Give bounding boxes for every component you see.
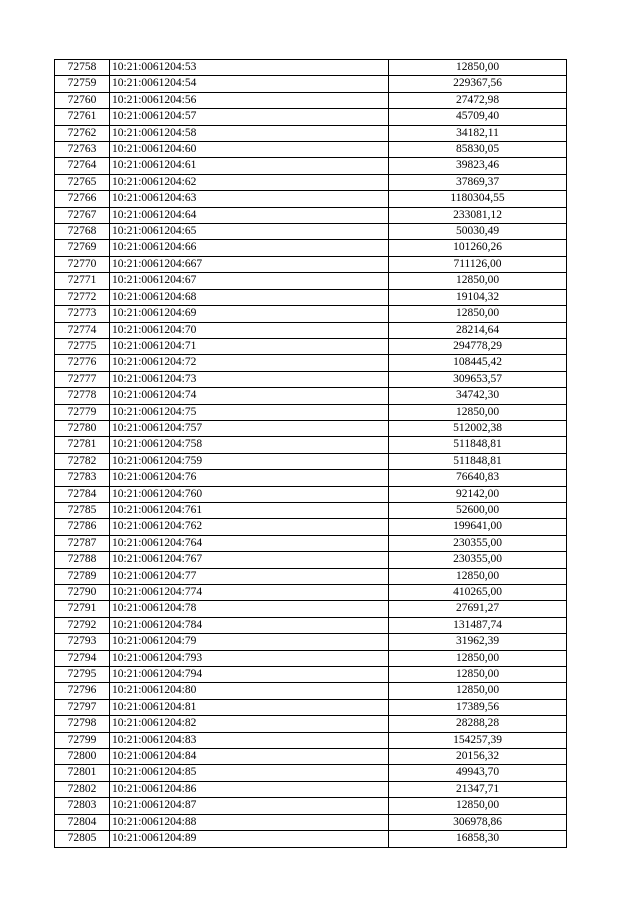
row-number-cell: 72786 xyxy=(55,519,110,535)
row-number-cell: 72795 xyxy=(55,667,110,683)
table-row xyxy=(55,732,567,748)
table-row xyxy=(55,371,567,387)
row-number-cell: 72768 xyxy=(55,224,110,240)
row-number-cell: 72766 xyxy=(55,191,110,207)
amount-cell: 309653,57 xyxy=(389,371,567,387)
table-row xyxy=(55,814,567,830)
cadastral-number-cell: 10:21:0061204:56 xyxy=(110,92,389,108)
amount-cell: 512002,38 xyxy=(389,420,567,436)
table-row xyxy=(55,552,567,568)
cadastral-number-cell: 10:21:0061204:767 xyxy=(110,552,389,568)
table-row xyxy=(55,831,567,847)
cadastral-number-cell: 10:21:0061204:85 xyxy=(110,765,389,781)
cadastral-number-cell: 10:21:0061204:65 xyxy=(110,224,389,240)
table-row xyxy=(55,470,567,486)
table-row xyxy=(55,256,567,272)
cadastral-number-cell: 10:21:0061204:80 xyxy=(110,683,389,699)
row-number-cell: 72798 xyxy=(55,716,110,732)
table-row xyxy=(55,486,567,502)
cadastral-number-cell: 10:21:0061204:758 xyxy=(110,437,389,453)
amount-cell: 16858,30 xyxy=(389,831,567,847)
table-row xyxy=(55,240,567,256)
cadastral-number-cell: 10:21:0061204:68 xyxy=(110,289,389,305)
row-number-cell: 72802 xyxy=(55,781,110,797)
table-row xyxy=(55,76,567,92)
amount-cell: 511848,81 xyxy=(389,437,567,453)
row-number-cell: 72784 xyxy=(55,486,110,502)
table-body xyxy=(55,60,567,848)
table-row xyxy=(55,765,567,781)
row-number-cell: 72769 xyxy=(55,240,110,256)
row-number-cell: 72779 xyxy=(55,404,110,420)
amount-cell: 12850,00 xyxy=(389,306,567,322)
amount-cell: 20156,32 xyxy=(389,749,567,765)
table-row xyxy=(55,92,567,108)
cadastral-number-cell: 10:21:0061204:57 xyxy=(110,109,389,125)
row-number-cell: 72770 xyxy=(55,256,110,272)
table-row xyxy=(55,404,567,420)
row-number-cell: 72759 xyxy=(55,76,110,92)
row-number-cell: 72799 xyxy=(55,732,110,748)
row-number-cell: 72785 xyxy=(55,502,110,518)
cadastral-number-cell: 10:21:0061204:88 xyxy=(110,814,389,830)
row-number-cell: 72783 xyxy=(55,470,110,486)
amount-cell: 17389,56 xyxy=(389,699,567,715)
table-row xyxy=(55,338,567,354)
row-number-cell: 72794 xyxy=(55,650,110,666)
cadastral-value-table xyxy=(54,59,567,848)
amount-cell: 230355,00 xyxy=(389,535,567,551)
cadastral-number-cell: 10:21:0061204:67 xyxy=(110,273,389,289)
amount-cell: 108445,42 xyxy=(389,355,567,371)
cadastral-number-cell: 10:21:0061204:764 xyxy=(110,535,389,551)
table-row xyxy=(55,207,567,223)
row-number-cell: 72780 xyxy=(55,420,110,436)
table-row xyxy=(55,650,567,666)
amount-cell: 131487,74 xyxy=(389,617,567,633)
cadastral-number-cell: 10:21:0061204:84 xyxy=(110,749,389,765)
amount-cell: 12850,00 xyxy=(389,683,567,699)
amount-cell: 154257,39 xyxy=(389,732,567,748)
table-row xyxy=(55,502,567,518)
cadastral-number-cell: 10:21:0061204:77 xyxy=(110,568,389,584)
amount-cell: 92142,00 xyxy=(389,486,567,502)
row-number-cell: 72764 xyxy=(55,158,110,174)
table-row xyxy=(55,273,567,289)
cadastral-number-cell: 10:21:0061204:760 xyxy=(110,486,389,502)
cadastral-number-cell: 10:21:0061204:74 xyxy=(110,388,389,404)
table-row xyxy=(55,601,567,617)
amount-cell: 52600,00 xyxy=(389,502,567,518)
row-number-cell: 72801 xyxy=(55,765,110,781)
table-row xyxy=(55,716,567,732)
row-number-cell: 72772 xyxy=(55,289,110,305)
cadastral-number-cell: 10:21:0061204:71 xyxy=(110,338,389,354)
row-number-cell: 72800 xyxy=(55,749,110,765)
row-number-cell: 72797 xyxy=(55,699,110,715)
cadastral-number-cell: 10:21:0061204:75 xyxy=(110,404,389,420)
amount-cell: 101260,26 xyxy=(389,240,567,256)
amount-cell: 21347,71 xyxy=(389,781,567,797)
table-row xyxy=(55,109,567,125)
amount-cell: 28288,28 xyxy=(389,716,567,732)
cadastral-number-cell: 10:21:0061204:82 xyxy=(110,716,389,732)
cadastral-number-cell: 10:21:0061204:72 xyxy=(110,355,389,371)
amount-cell: 27691,27 xyxy=(389,601,567,617)
table-row xyxy=(55,535,567,551)
amount-cell: 199641,00 xyxy=(389,519,567,535)
amount-cell: 49943,70 xyxy=(389,765,567,781)
table-row xyxy=(55,683,567,699)
row-number-cell: 72762 xyxy=(55,125,110,141)
cadastral-number-cell: 10:21:0061204:60 xyxy=(110,142,389,158)
amount-cell: 37869,37 xyxy=(389,174,567,190)
row-number-cell: 72791 xyxy=(55,601,110,617)
amount-cell: 34182,11 xyxy=(389,125,567,141)
amount-cell: 12850,00 xyxy=(389,650,567,666)
amount-cell: 76640,83 xyxy=(389,470,567,486)
amount-cell: 85830,05 xyxy=(389,142,567,158)
table-row xyxy=(55,174,567,190)
amount-cell: 31962,39 xyxy=(389,634,567,650)
amount-cell: 410265,00 xyxy=(389,585,567,601)
row-number-cell: 72781 xyxy=(55,437,110,453)
table-row xyxy=(55,158,567,174)
table-row xyxy=(55,453,567,469)
row-number-cell: 72771 xyxy=(55,273,110,289)
amount-cell: 12850,00 xyxy=(389,568,567,584)
table-row xyxy=(55,191,567,207)
cadastral-number-cell: 10:21:0061204:76 xyxy=(110,470,389,486)
row-number-cell: 72796 xyxy=(55,683,110,699)
table-row xyxy=(55,667,567,683)
amount-cell: 45709,40 xyxy=(389,109,567,125)
amount-cell: 28214,64 xyxy=(389,322,567,338)
table-row xyxy=(55,420,567,436)
cadastral-number-cell: 10:21:0061204:784 xyxy=(110,617,389,633)
cadastral-number-cell: 10:21:0061204:667 xyxy=(110,256,389,272)
amount-cell: 39823,46 xyxy=(389,158,567,174)
row-number-cell: 72775 xyxy=(55,338,110,354)
amount-cell: 12850,00 xyxy=(389,60,567,76)
table-row xyxy=(55,749,567,765)
amount-cell: 12850,00 xyxy=(389,273,567,289)
amount-cell: 229367,56 xyxy=(389,76,567,92)
cadastral-number-cell: 10:21:0061204:79 xyxy=(110,634,389,650)
amount-cell: 27472,98 xyxy=(389,92,567,108)
cadastral-number-cell: 10:21:0061204:793 xyxy=(110,650,389,666)
cadastral-number-cell: 10:21:0061204:54 xyxy=(110,76,389,92)
row-number-cell: 72778 xyxy=(55,388,110,404)
amount-cell: 230355,00 xyxy=(389,552,567,568)
table-row xyxy=(55,634,567,650)
row-number-cell: 72777 xyxy=(55,371,110,387)
cadastral-number-cell: 10:21:0061204:64 xyxy=(110,207,389,223)
amount-cell: 12850,00 xyxy=(389,798,567,814)
cadastral-number-cell: 10:21:0061204:762 xyxy=(110,519,389,535)
row-number-cell: 72792 xyxy=(55,617,110,633)
amount-cell: 711126,00 xyxy=(389,256,567,272)
amount-cell: 511848,81 xyxy=(389,453,567,469)
row-number-cell: 72788 xyxy=(55,552,110,568)
row-number-cell: 72767 xyxy=(55,207,110,223)
cadastral-number-cell: 10:21:0061204:83 xyxy=(110,732,389,748)
row-number-cell: 72761 xyxy=(55,109,110,125)
table-row xyxy=(55,322,567,338)
cadastral-number-cell: 10:21:0061204:761 xyxy=(110,502,389,518)
row-number-cell: 72805 xyxy=(55,831,110,847)
cadastral-number-cell: 10:21:0061204:70 xyxy=(110,322,389,338)
cadastral-number-cell: 10:21:0061204:757 xyxy=(110,420,389,436)
cadastral-number-cell: 10:21:0061204:78 xyxy=(110,601,389,617)
amount-cell: 19104,32 xyxy=(389,289,567,305)
row-number-cell: 72758 xyxy=(55,60,110,76)
table-row xyxy=(55,224,567,240)
row-number-cell: 72765 xyxy=(55,174,110,190)
cadastral-number-cell: 10:21:0061204:86 xyxy=(110,781,389,797)
row-number-cell: 72774 xyxy=(55,322,110,338)
cadastral-number-cell: 10:21:0061204:87 xyxy=(110,798,389,814)
amount-cell: 1180304,55 xyxy=(389,191,567,207)
table-row xyxy=(55,437,567,453)
table-row xyxy=(55,289,567,305)
cadastral-number-cell: 10:21:0061204:759 xyxy=(110,453,389,469)
table-row xyxy=(55,781,567,797)
table-row xyxy=(55,125,567,141)
cadastral-number-cell: 10:21:0061204:58 xyxy=(110,125,389,141)
cadastral-number-cell: 10:21:0061204:53 xyxy=(110,60,389,76)
table-row xyxy=(55,798,567,814)
table-row xyxy=(55,388,567,404)
table-row xyxy=(55,568,567,584)
row-number-cell: 72782 xyxy=(55,453,110,469)
table-row xyxy=(55,585,567,601)
cadastral-number-cell: 10:21:0061204:63 xyxy=(110,191,389,207)
cadastral-number-cell: 10:21:0061204:774 xyxy=(110,585,389,601)
amount-cell: 12850,00 xyxy=(389,404,567,420)
cadastral-number-cell: 10:21:0061204:81 xyxy=(110,699,389,715)
row-number-cell: 72803 xyxy=(55,798,110,814)
table-row xyxy=(55,142,567,158)
cadastral-number-cell: 10:21:0061204:73 xyxy=(110,371,389,387)
row-number-cell: 72789 xyxy=(55,568,110,584)
amount-cell: 12850,00 xyxy=(389,667,567,683)
cadastral-number-cell: 10:21:0061204:89 xyxy=(110,831,389,847)
amount-cell: 306978,86 xyxy=(389,814,567,830)
table-row xyxy=(55,355,567,371)
amount-cell: 34742,30 xyxy=(389,388,567,404)
table-row xyxy=(55,306,567,322)
cadastral-number-cell: 10:21:0061204:794 xyxy=(110,667,389,683)
table-row xyxy=(55,60,567,76)
cadastral-number-cell: 10:21:0061204:69 xyxy=(110,306,389,322)
row-number-cell: 72776 xyxy=(55,355,110,371)
cadastral-number-cell: 10:21:0061204:62 xyxy=(110,174,389,190)
table-row xyxy=(55,519,567,535)
row-number-cell: 72773 xyxy=(55,306,110,322)
table-row xyxy=(55,617,567,633)
row-number-cell: 72790 xyxy=(55,585,110,601)
amount-cell: 233081,12 xyxy=(389,207,567,223)
cadastral-number-cell: 10:21:0061204:66 xyxy=(110,240,389,256)
cadastral-number-cell: 10:21:0061204:61 xyxy=(110,158,389,174)
row-number-cell: 72793 xyxy=(55,634,110,650)
amount-cell: 294778,29 xyxy=(389,338,567,354)
amount-cell: 50030,49 xyxy=(389,224,567,240)
row-number-cell: 72760 xyxy=(55,92,110,108)
row-number-cell: 72763 xyxy=(55,142,110,158)
row-number-cell: 72787 xyxy=(55,535,110,551)
table-row xyxy=(55,699,567,715)
row-number-cell: 72804 xyxy=(55,814,110,830)
